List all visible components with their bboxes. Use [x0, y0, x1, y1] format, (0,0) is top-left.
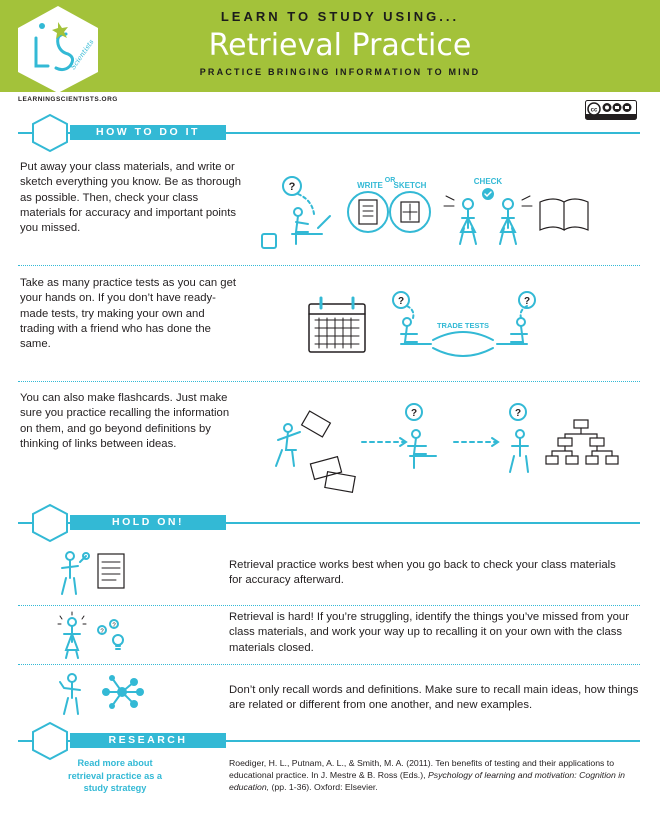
logo-hexagon-icon [14, 4, 102, 94]
svg-text:?: ? [112, 623, 116, 629]
struggling-person-icon [50, 610, 140, 660]
write-sketch-check-illustration [258, 172, 640, 252]
hexagon-icon [30, 113, 70, 153]
hexagon-icon [30, 503, 70, 543]
network-icon [50, 670, 160, 718]
section-how-to: HOW TO DO IT [70, 125, 226, 140]
hexagon-icon [30, 721, 70, 761]
trade-tests-illustration [305, 288, 555, 363]
divider [18, 265, 640, 266]
page-title: Retrieval Practice [208, 28, 472, 63]
divider [18, 664, 640, 665]
person-with-paper-icon [50, 548, 130, 598]
hold-item-2-text: Retrieval is hard! If you’re struggling, identify the things you’ve missed from your class materials, and work your way up to recalling it on your own with the class materials closed. [229, 611, 629, 654]
svg-text:?: ? [100, 629, 104, 635]
reference-citation [229, 757, 641, 794]
logo-text: Scientists [69, 38, 96, 72]
read-more-link[interactable]: Read more about retrieval practice as a study strategy [68, 758, 162, 793]
flashcards-illustration [266, 402, 636, 492]
cc-license-icon [585, 100, 637, 120]
hold-item-1-text: Retrieval practice works best when you go back to check your class materials for accuracy afterward. [229, 559, 616, 587]
reference-italic: Psychology of learning and motivation: Cognition in education, [229, 770, 625, 793]
write-label: WRITE [357, 181, 383, 190]
hold-item-3-text: Don’t only recall words and definitions. Make sure to recall main ideas, how things are related or different from one another, and new examples. [229, 684, 639, 712]
divider [18, 381, 640, 382]
header-subtitle: PRACTICE BRINGING INFORMATION TO MIND [199, 67, 481, 77]
trade-tests-label: TRADE TESTS [436, 321, 490, 330]
svg-text:?: ? [514, 408, 522, 419]
svg-text:?: ? [410, 408, 418, 419]
or-label: OR [384, 177, 396, 184]
reference-text-b: (pp. 1-36). Oxford: Elsevier. [269, 782, 378, 793]
check-label: CHECK [473, 177, 503, 186]
reference-text-a: Roediger, H. L., Putnam, A. L., & Smith, M. A. (2011). Ten benefits of testing and their applications to educational practice. In J. Mestre & B. Ross (Eds.), [229, 758, 615, 781]
how-item-2-text: Take as many practice tests as you can get your hands on. If you don’t have ready-made tests, try making your own and trading with a friend who has done the same. [20, 277, 237, 351]
how-item-3-text: You can also make flashcards. Just make sure you practice recalling the information on them, and go beyond definitions by thinking of links between ideas. [20, 392, 230, 450]
svg-text:cc: cc [590, 107, 598, 114]
org-link[interactable]: LEARNINGSCIENTISTS.ORG [18, 96, 118, 103]
section-hold-on: HOLD ON! [70, 515, 226, 530]
svg-text:?: ? [397, 296, 405, 307]
divider [18, 605, 640, 606]
how-item-1-text: Put away your class materials, and write or sketch everything you know. Be as thorough as possible. Then, check your class materials for accuracy and important points you missed. [20, 161, 242, 235]
svg-text:?: ? [288, 181, 296, 193]
svg-text:?: ? [523, 296, 531, 307]
header-kicker: LEARN TO STUDY USING... [220, 9, 460, 24]
sketch-label: SKETCH [393, 181, 427, 190]
section-research: RESEARCH [70, 733, 226, 748]
